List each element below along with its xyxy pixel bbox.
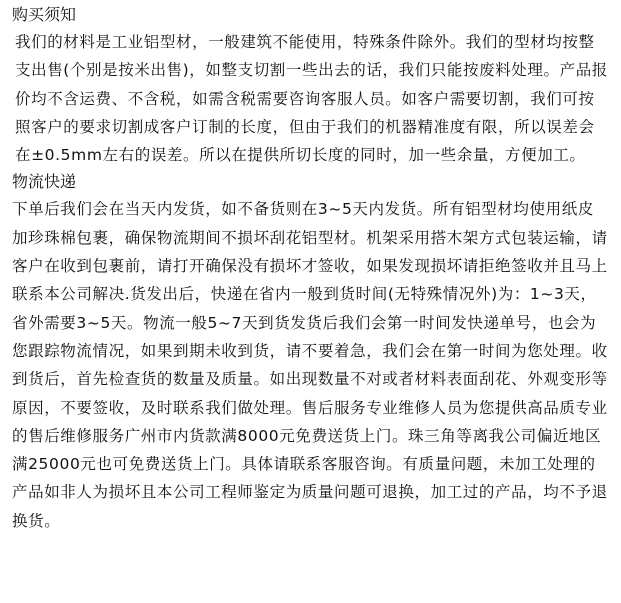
purchase-notice-title: 购买须知 <box>12 5 77 24</box>
logistics-body: 下单后我们会在当天内发货，如不备货则在3~5天内发货。所有铝型材均使用纸皮加珍珠棉包裹，确保物流期间不损坏刮花铝型材。机架采用搭木架方式包装运输，请客户在收到包裹前，请打开确保没有损坏才签收，如果发现损坏请拒绝签收并且马上联系本公司解决.货发出后，快递在省内一般到货时间(无特殊情况外)为：1~3天，省外需要3~5天。物流一般5~7天到货发货后我们会第一时间发快递单号，也会为您跟踪物流情况，如果到期未收到货，请不要着急，我们会在第一时间为您处理。收到货后，首先检查货的数量及质量。如出现数量不对或者材料表面刮花、外观变形等原因，不要签收，及时联系我们做处理。售后服务专业维修人员为您提供高品质专业的售后维修服务广州市内货款满8000元免费送货上门。珠三角等离我公司偏近地区满25000元也可免费送货上门。具体请联系客服咨询。有质量问题，未加工处理的产品如非人为损坏且本公司工程师鉴定为质量问题可退换，加工过的产品，均不予退换货。 <box>12 200 608 530</box>
purchase-notice-body: 我们的材料是工业铝型材，一般建筑不能使用，特殊条件除外。我们的型材均按整支出售(个别是按米出售)，如整支切割一些出去的话，我们只能按废料处理。产品报价均不含运费、不含税，如需含税需要咨询客服人员。如客户需要切割，我们可按照客户的要求切割成客户订制的长度，但由于我们的机器精准度有限，所以误差会在±0.5mm左右的误差。所以在提供所切长度的同时，加一些余量，方便加工。 <box>15 33 608 165</box>
logistics-title: 物流快递 <box>12 172 77 192</box>
